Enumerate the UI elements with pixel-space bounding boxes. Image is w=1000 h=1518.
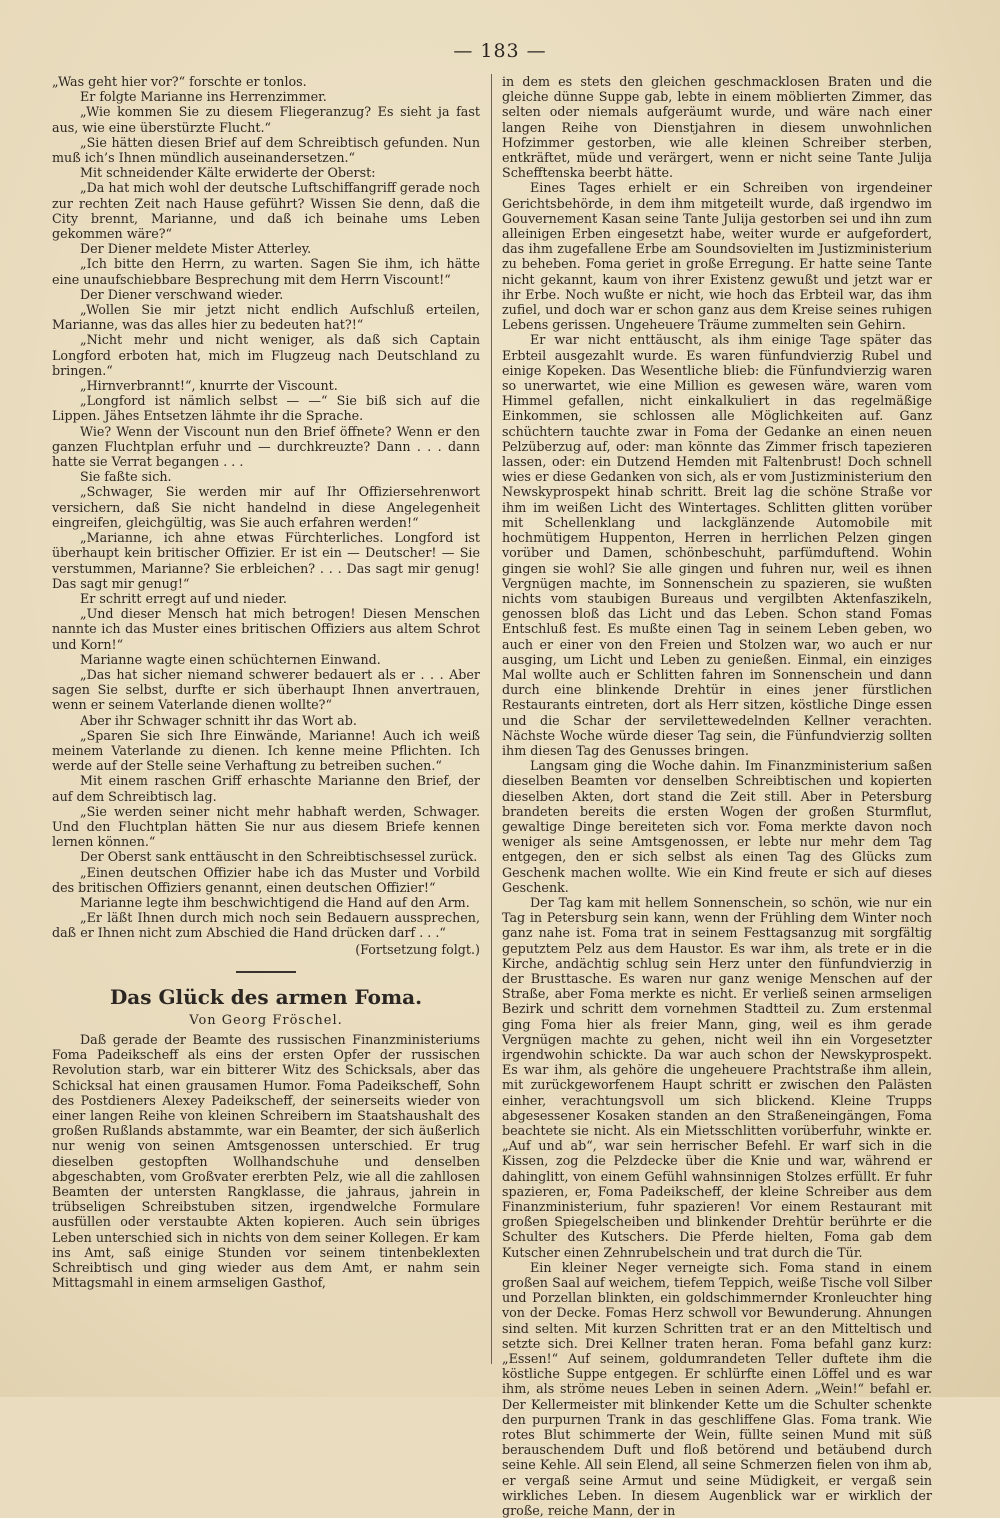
paragraph: Mit schneidender Kälte erwiderte der Oberst: <box>80 165 376 181</box>
page-number: — 183 — <box>453 40 547 62</box>
paragraph: Er schritt erregt auf und nieder. <box>80 590 287 606</box>
paragraph: „Da hat mich wohl der deutsche Luftschiffangriff gerade noch zur rechten Zeit nach Hause geführt? Wissen Sie denn, daß die City brennt, Marianne, und daß ich beinahe ums Leben gekommen wäre?“ <box>52 180 480 242</box>
paragraph: Er war nicht enttäuscht, als ihm einige Tage später das Erbteil ausgezahlt wurde. Es waren fünfundvierzig Rubel und einige Kopeken. Das Wesentliche blieb: die Fünfundvierzig waren so unerwartet, wie eine Million es gewesen wäre, waren vom Himmel gefallen, nicht einkalkuliert in das regelmäßige Einkommen, sie schlossen alle Möglichkeiten auf. Ganz schüchtern tauchte zwar in Foma der Gedanke an einen neuen Pelzüberzug auf, oder: man könnte das Zimmer frisch tapezieren lassen, oder: ein Dutzend Hemden mit Faltenbrust! Doch schnell wies er diese Gedanken von sich, als er vom Justizministerium den Newskyprospekt hinab schritt. Breit lag die schöne Straße vor ihm im weißen Licht des Wintertages. Schlitten glitten vorüber mit Schellenklang und lackglänzende Automobile mit hochmütigem Huppenton, Herren in herrlichen Pelzen gingen vorüber und Damen, schönbeschuht, parfümduftend. Wohin gingen sie wohl? Sie alle gingen und fuhren nur, weil es ihnen Vergnügen machte, im Sonnenschein zu spazieren, sie wußten nichts vom staubigen Bureaus und vergilbten Aktenfaszikeln, genossen bloß das Licht und das Leben. Schon stand Fomas Entschluß fest. Es mußte einen Tag in seinem Leben geben, wo auch er einer von den Freien und Stolzen war, wo auch er nur ausging, um Licht und Leben zu genießen. Einmal, ein einziges Mal wollte auch er Schlitten fahren im Sonnenschein und dann durch eine blinkende Drehtür in eines jener fürstlichen Restaurants eintreten, dort als Herr sitzen, köstliche Dinge essen und die Schar der servilettewedelnden Kellner verachten. Nächste Woche würde dieser Tag sein, die Fünfundvierzig sollten ihm diesen Tag des Genusses bringen. <box>502 332 932 758</box>
paragraph: Marianne wagte einen schüchternen Einwand. <box>80 651 381 667</box>
paragraph: „Und dieser Mensch hat mich betrogen! Diesen Menschen nannte ich das Muster eines britischen Offiziers aus altem Schrot und Korn!“ <box>52 606 480 652</box>
paragraph: Wie? Wenn der Viscount nun den Brief öffnete? Wenn er den ganzen Fluchtplan erfuhr und — durchkreuzte? Dann . . . dann hatte sie Verrat begangen . . . <box>52 423 480 470</box>
left-column <box>52 74 480 1290</box>
serial-story <box>52 74 480 957</box>
paragraph: Er folgte Marianne ins Herrenzimmer. <box>80 89 327 105</box>
paragraph: „Er läßt Ihnen durch mich noch sein Bedauern aussprechen, daß er Ihnen nicht zum Abschied die Hand drücken darf . . .“ <box>52 910 480 941</box>
paragraph: Daß gerade der Beamte des russischen Finanzministeriums Foma Padeikscheff als eins der ersten Opfer der russischen Revolution starb, war ein bitterer Witz des Schicksals, aber das Schicksal hat einen grausamen Humor. Foma Padeikscheff, Sohn des Postdieners Alexey Padeikscheff, der seinerseits wieder von einer langen Reihe von kleinen Schreibern im Staatshaushalt des großen Rußlands abstammte, war ein Beamter, der sich äußerlich nur wenig von seinen Amtsgenossen unterschied. Er trug dieselben gestopften Wollhandschuhe und denselben abgeschabten, vom Großvater ererbten Pelz, wie all die zahllosen Beamten der untersten Rangklasse, die jahraus, jahrein in trübseligen Schreibstuben sitzen, irgendwelche Formulare ausfüllen oder verstaubte Akten kopieren. Auch sein übriges Leben unterschied sich in nichts von dem seiner Kollegen. Er kam ins Amt, saß einige Stunden vor seinem tintenbeklexten Schreibtisch und ging wieder aus dem Amt, er nahm sein Mittagsmahl in einem armseligen Gasthof, <box>52 1031 480 1291</box>
paragraph: „Sie werden seiner nicht mehr habhaft werden, Schwager. Und den Fluchtplan hätten Sie nur aus diesem Briefe kennen lernen können.“ <box>52 803 480 850</box>
paragraph: „Sparen Sie sich Ihre Einwände, Marianne! Auch ich weiß meinem Vaterlande zu dienen. Ich kenne meine Pflichten. Ich werde auf der Stelle seine Verhaftung zu betreiben suchen.“ <box>52 727 480 774</box>
paragraph: „Schwager, Sie werden mir auf Ihr Offiziersehrenwort versichern, daß Sie nicht handelnd in diese Angelegenheit eingreifen, gleichgültig, was Sie auch erfahren werden!“ <box>52 484 480 530</box>
paragraph: „Wollen Sie mir jetzt nicht endlich Aufschluß erteilen, Marianne, was das alles hier zu bedeuten hat?!“ <box>52 302 480 333</box>
paragraph: „Longford ist nämlich selbst — —“ Sie biß sich auf die Lippen. Jähes Entsetzen lähmte ihr die Sprache. <box>52 393 480 424</box>
paragraph: Eines Tages erhielt er ein Schreiben von irgendeiner Gerichtsbehörde, in dem ihm mitgeteilt wurde, daß irgendwo im Gouvernement Kasan seine Tante Julija gestorben sei und ihn zum alleinigen Erben eingesetzt habe, weiter wurde er aufgefordert, das ihm zugefallene Erbe am Soundsovielten im Justizministerium zu beheben. Foma geriet in große Erregung. Er hatte seine Tante nicht gekannt, kaum von ihrer Existenz gewußt und jetzt war er ihr Erbe. Noch wußte er nicht, wie hoch das Erbteil war, das ihm zufiel, und doch war er schon ganz aus dem Kreise seines ruhigen Lebens gerissen. Ungeheuere Träume zummelten sein Gehirn. <box>502 180 932 333</box>
paragraph: Marianne legte ihm beschwichtigend die Hand auf den Arm. <box>80 894 470 910</box>
paragraph: „Was geht hier vor?“ forschte er tonlos. <box>52 74 307 89</box>
paragraph: „Marianne, ich ahne etwas Fürchterliches. Longford ist überhaupt kein britischer Offizier. Er ist ein — Deutscher! — Sie verstummen, Marianne? Sie erbleichen? . . . Das sagt mir genug! Das sagt mir genug!“ <box>52 530 480 591</box>
byline: Von Georg Fröschel. <box>189 1012 343 1028</box>
paragraph: „Wie kommen Sie zu diesem Fliegeranzug? Es sieht ja fast aus, wie eine überstürzte Flucht.“ <box>52 104 480 135</box>
column-divider <box>491 74 492 1364</box>
paragraph: „Das hat sicher niemand schwerer bedauert als er . . . Aber sagen Sie selbst, durfte er sich überhaupt Ihnen anvertrauen, wenn er seinem Vaterlande dienen wollte?“ <box>52 666 480 713</box>
paragraph: „Sie hätten diesen Brief auf dem Schreibtisch gefunden. Nun muß ich’s Ihnen mündlich auseinandersetzen.“ <box>52 134 480 166</box>
paragraph: Mit einem raschen Griff erhaschte Marianne den Brief, der auf dem Schreibtisch lag. <box>52 773 480 804</box>
feuilleton-story <box>52 985 480 1291</box>
paragraph: Der Oberst sank enttäuscht in den Schreibtischsessel zurück. <box>80 849 478 865</box>
right-column <box>502 74 932 1518</box>
paragraph: „Nicht mehr und nicht weniger, als daß sich Captain Longford erboten hat, mich im Flugzeug nach Deutschland zu bringen.“ <box>52 332 480 378</box>
paragraph: Ein kleiner Neger verneigte sich. Foma stand in einem großen Saal auf weichem, tiefem Teppich, weiße Tische voll Silber und Porzellan blinkten, ein goldschimmernder Kronleuchter hing von der Decke. Fomas Herz schwoll vor Bewunderung. Ahnungen sind selten. Mit kurzen Schritten trat er an den Mitteltisch und setzte sich. Drei Kellner traten heran. Foma befahl ganz kurz: „Essen!“ Auf seinem, goldumrandeten Teller duftete ihm die köstliche Suppe entgegen. Er schlürfte einen Löffel und es war ihm, als ströme neues Leben in seinen Adern. „Wein!“ befahl er. Der Kellermeister mit blinkender Kette um die Schulter schenkte den purpurnen Trank in das geschliffene Glas. Foma trank. Wie rotes Blut schimmerte der Wein, füllte seinen Mund mit süß berauschendem Duft und floß betörend und betäubend durch seine Kehle. All sein Elend, all seine Schmerzen fielen von ihm ab, er vergaß seine Armut und seine Müdigkeit, er vergaß sein wirkliches Leben. In diesem Augenblick war er wirklich der große, reiche Mann, der in <box>502 1259 932 1518</box>
paragraph: Der Diener verschwand wieder. <box>80 286 284 302</box>
paragraph: in dem es stets den gleichen geschmacklosen Braten und die gleiche dünne Suppe gab, lebte in einem möblierten Zimmer, das selten oder niemals aufgeräumt wurde, und wäre nach einer langen Reihe von Dienstjahren in diesem unwohnlichen Hofzimmer gestorben, wie alle kleinen Schreiber sterben, entkräftet, müde und verärgert, wenn er nicht seine Tante Julija Schefftenska beerbt hätte. <box>502 74 932 181</box>
paragraph: „Einen deutschen Offizier habe ich das Muster und Vorbild des britischen Offiziers genannt, einen deutschen Offizier!“ <box>52 864 480 895</box>
paragraph: Der Diener meldete Mister Atterley. <box>80 241 312 257</box>
paragraph: Sie faßte sich. <box>80 469 172 485</box>
paragraph: „Ich bitte den Herrn, zu warten. Sagen Sie ihm, ich hätte eine unaufschiebbare Besprechung mit dem Herrn Viscount!“ <box>52 256 480 287</box>
story-title: Das Glück des armen Foma. <box>109 984 423 1009</box>
continuation-note: (Fortsetzung folgt.) <box>355 941 480 957</box>
paragraph: „Hirnverbrannt!“, knurrte der Viscount. <box>80 378 338 394</box>
paragraph: Aber ihr Schwager schnitt ihr das Wort ab. <box>80 712 357 728</box>
paragraph: Der Tag kam mit hellem Sonnenschein, so schön, wie nur ein Tag in Petersburg sein kann, wenn der Frühling dem Winter noch ganz nahe ist. Foma trat in seinem Festtagsanzug mit sorgfältig geputztem Pelz aus dem Haustor. Es war ihm, als trete er in die Kirche, andächtig schlug sein Herz unter den fünfundvierzig in der Brusttasche. Es waren nur ganz wenige Menschen auf der Straße, aber Foma merkte es nicht. Er verließ seinen armseligen Bezirk und schritt dem vornehmen Stadtteil zu. Zum erstenmal ging Foma hier als freier Mann, ging, weil es ihm gerade Vergnügen machte zu gehen, nicht weil ihn ein Vorgesetzter irgendwohin schickte. Da war auch schon der Newskyprospekt. Es war ihm, als gehöre die ungeheuere Prachtstraße ihm allein, mit zurückgeworfenem Haupt schritt er zwischen den Palästen einher, verachtungsvoll um sich blickend. Kleine Trupps abgesessener Kosaken standen an den Straßeneingängen, Foma beachtete sie nicht. Als ein Mietsschlitten vorüberfuhr, winkte er. „Auf und ab“, war sein herrischer Befehl. Er warf sich in die Kissen, zog die Pelzdecke über die Knie und war, während er dahinglitt, von einem Gefühl wahnsinnigen Stolzes erfüllt. Er fuhr spazieren, er, Foma Padeikscheff, der kleine Schreiber aus dem Finanzministerium, fuhr spazieren! Vor einem Restaurant mit großen Spiegelscheiben und blinkender Drehtür berührte er die Schulter des Kutschers. Die Pferde hielten, Foma gab dem Kutscher einen Zehnrubelschein und trat durch die Tür. <box>502 894 932 1260</box>
section-divider <box>236 971 296 973</box>
paragraph: Langsam ging die Woche dahin. Im Finanzministerium saßen dieselben Beamten vor denselben Schreibtischen und kopierten dieselben Akten, dort stand die Zeit still. Aber in Petersburg brandeten bereits die ersten Wogen der großen Sturmflut, gewaltige Dinge bereiteten sich vor. Foma merkte davon noch weniger als seine Amtsgenossen, er lebte nur mehr dem Tag entgegen, den er sich selbst als einen Tag des Glücks zum Geschenk machen wollte. Wie ein Kind freute er sich auf dieses Geschenk. <box>502 758 932 895</box>
